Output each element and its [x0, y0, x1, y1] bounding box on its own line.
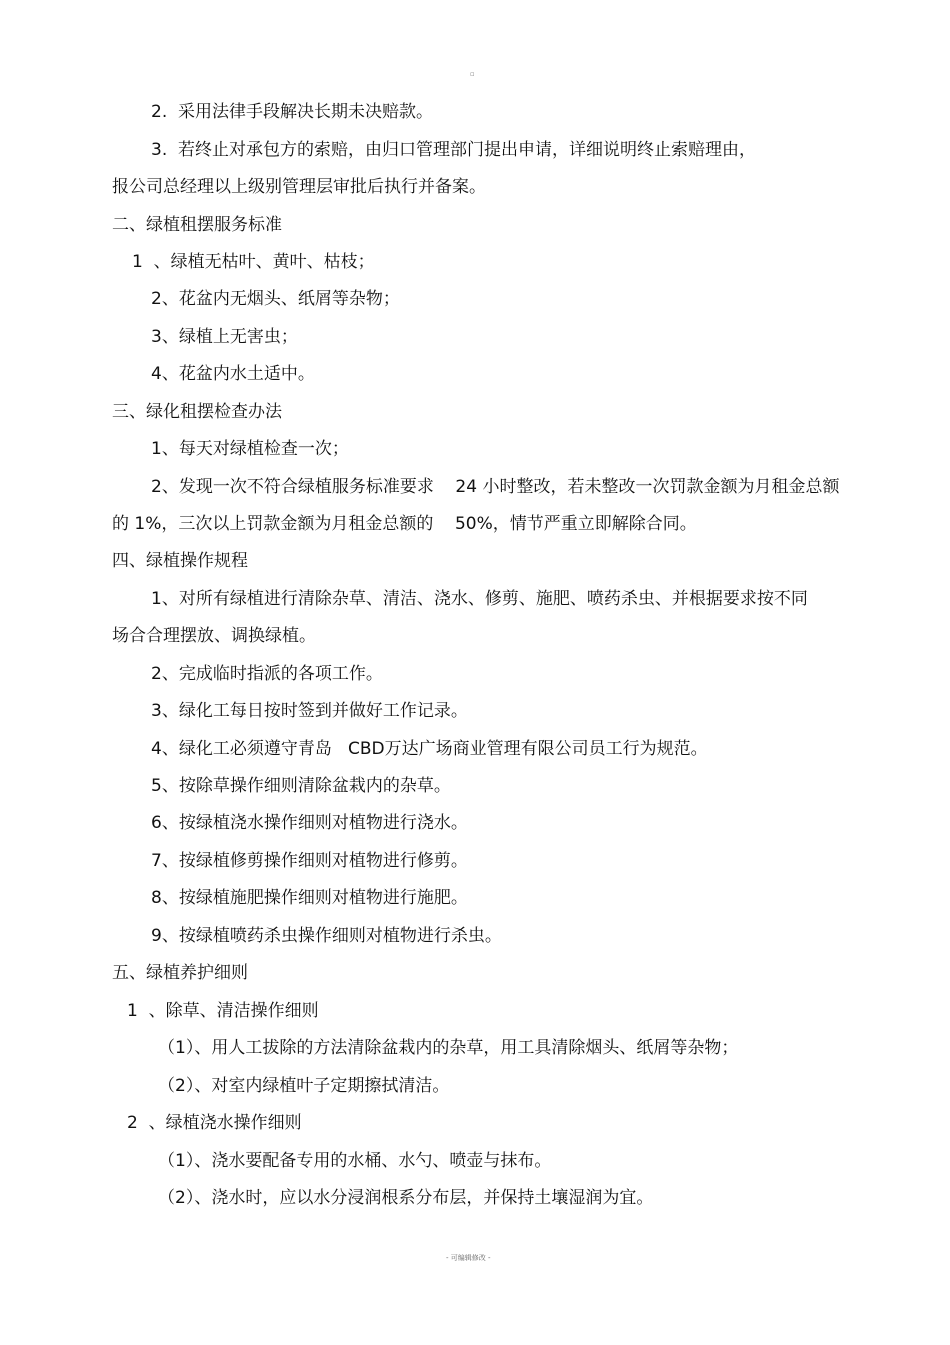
- text-line: 2、花盆内无烟头、纸屑等杂物；: [151, 289, 400, 309]
- text-line: 1 、绿植无枯叶、黄叶、枯枝；: [132, 252, 375, 272]
- text-line: 场合合理摆放、调换绿植。: [112, 626, 316, 646]
- text-line: 报公司总经理以上级别管理层审批后执行并备案。: [112, 177, 486, 197]
- text-line: 4、绿化工必须遵守青岛 CBD万达广场商业管理有限公司员工行为规范。: [151, 739, 708, 759]
- section-heading: 二、绿植租摆服务标准: [112, 215, 282, 235]
- text-line: 的 1%，三次以上罚款金额为月租金总额的 50%，情节严重立即解除合同。: [112, 514, 697, 534]
- text-line: 2 、绿植浇水操作细则: [127, 1113, 302, 1133]
- text-line: 8、按绿植施肥操作细则对植物进行施肥。: [151, 888, 468, 908]
- text-line: （2）、浇水时，应以水分浸润根系分布层，并保持土壤湿润为宜。: [158, 1188, 654, 1208]
- text-line: （2）、对室内绿植叶子定期擦拭清洁。: [158, 1076, 450, 1096]
- text-line: 1、对所有绿植进行清除杂草、清洁、浇水、修剪、施肥、喷药杀虫、并根据要求按不同: [151, 589, 808, 609]
- text-line: 3、绿植上无害虫；: [151, 327, 298, 347]
- text-line: （1）、浇水要配备专用的水桶、水勺、喷壶与抹布。: [158, 1151, 552, 1171]
- text-line: 9、按绿植喷药杀虫操作细则对植物进行杀虫。: [151, 926, 502, 946]
- text-line: （1）、用人工拔除的方法清除盆栽内的杂草，用工具清除烟头、纸屑等杂物；: [158, 1038, 739, 1058]
- text-line: 3、绿化工每日按时签到并做好工作记录。: [151, 701, 468, 721]
- page-footer: - 可编辑修改 -: [446, 1254, 491, 1262]
- text-line: 4、花盆内水土适中。: [151, 364, 315, 384]
- text-line: 6、按绿植浇水操作细则对植物进行浇水。: [151, 813, 468, 833]
- text-line: 2、发现一次不符合绿植服务标准要求 24 小时整改，若未整改一次罚款金额为月租金总额: [151, 477, 840, 497]
- text-line: 2、完成临时指派的各项工作。: [151, 664, 383, 684]
- text-line: 1 、除草、清洁操作细则: [127, 1001, 319, 1021]
- text-line: 5、按除草操作细则清除盆栽内的杂草。: [151, 776, 451, 796]
- text-line: 2. 采用法律手段解决长期未决赔款。: [151, 102, 434, 122]
- text-line: 3. 若终止对承包方的索赔，由归口管理部门提出申请，详细说明终止索赔理由，: [151, 140, 757, 160]
- section-heading: 四、绿植操作规程: [112, 551, 248, 571]
- section-heading: 三、绿化租摆检查办法: [112, 402, 282, 422]
- header-mark: ▫: [470, 70, 475, 78]
- section-heading: 五、绿植养护细则: [112, 963, 248, 983]
- text-line: 1、每天对绿植检查一次；: [151, 439, 349, 459]
- text-line: 7、按绿植修剪操作细则对植物进行修剪。: [151, 851, 468, 871]
